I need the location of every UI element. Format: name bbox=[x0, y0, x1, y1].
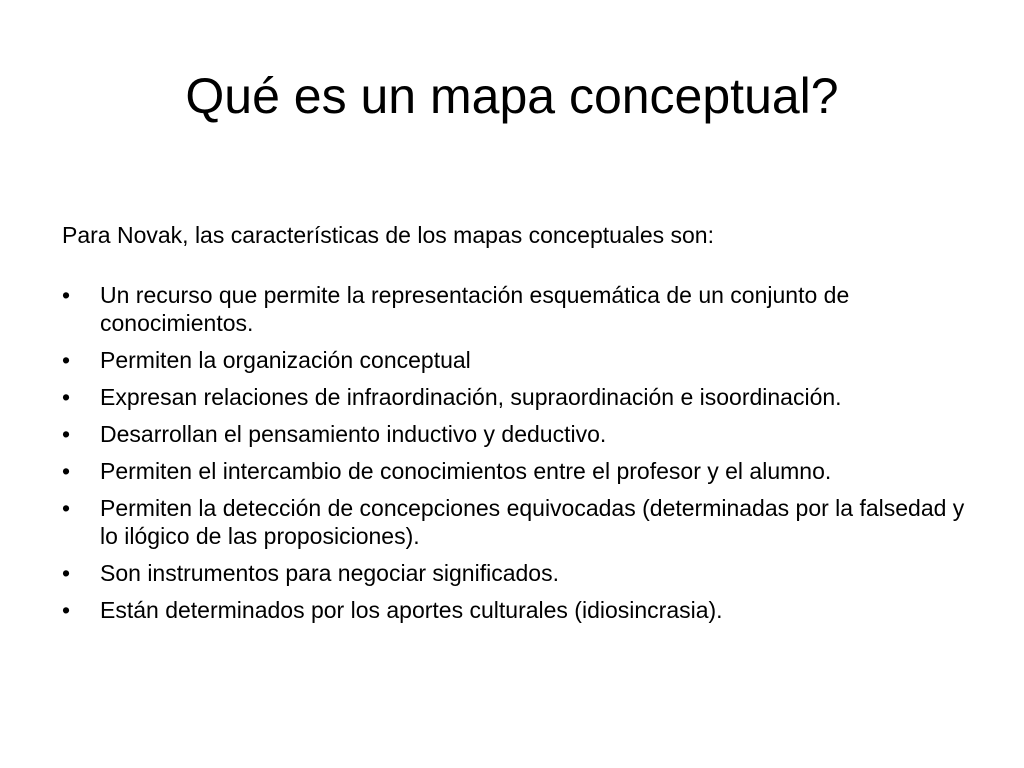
bullet-list bbox=[62, 281, 972, 624]
bullet-icon: • bbox=[62, 384, 71, 410]
bullet-text: Están determinados por los aportes culturales (idiosincrasia). bbox=[100, 597, 723, 623]
slide-body bbox=[62, 220, 972, 633]
bullet-text: Permiten el intercambio de conocimientos entre el profesor y el alumno. bbox=[100, 458, 832, 484]
intro-text: Para Novak, las características de los mapas conceptuales son: bbox=[62, 222, 714, 248]
bullet-icon: • bbox=[62, 347, 71, 373]
bullet-item bbox=[62, 559, 972, 587]
bullet-text: Desarrollan el pensamiento inductivo y deductivo. bbox=[100, 421, 607, 447]
bullet-text: Permiten la detección de concepciones equivocadas (determinadas por la falsedad y lo ilógico de las proposiciones). bbox=[100, 495, 965, 549]
bullet-icon: • bbox=[62, 495, 71, 521]
bullet-item bbox=[62, 346, 972, 374]
bullet-item bbox=[62, 596, 972, 624]
slide-title: Qué es un mapa conceptual? bbox=[185, 68, 839, 124]
bullet-text: Son instrumentos para negociar significados. bbox=[100, 560, 559, 586]
bullet-icon: • bbox=[62, 421, 71, 447]
bullet-icon: • bbox=[62, 282, 71, 308]
bullet-item bbox=[62, 420, 972, 448]
bullet-item bbox=[62, 457, 972, 485]
bullet-item bbox=[62, 494, 972, 550]
bullet-text: Un recurso que permite la representación esquemática de un conjunto de conocimientos. bbox=[100, 282, 850, 336]
bullet-icon: • bbox=[62, 458, 71, 484]
bullet-item bbox=[62, 281, 972, 337]
bullet-icon: • bbox=[62, 597, 71, 623]
bullet-text: Expresan relaciones de infraordinación, supraordinación e isoordinación. bbox=[100, 384, 842, 410]
bullet-icon: • bbox=[62, 560, 71, 586]
bullet-item bbox=[62, 383, 972, 411]
bullet-text: Permiten la organización conceptual bbox=[100, 347, 471, 373]
